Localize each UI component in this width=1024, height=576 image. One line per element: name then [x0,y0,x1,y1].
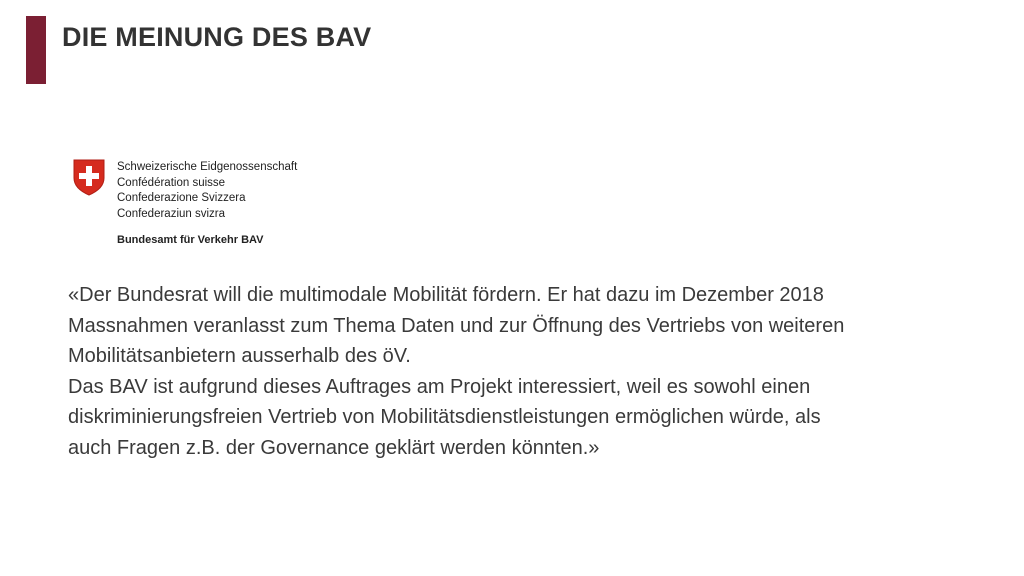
quote-line: diskriminierungsfreien Vertrieb von Mobilitätsdienstleistungen ermöglichen würde, als [68,406,821,428]
quote-line: Das BAV ist aufgrund dieses Auftrages am Projekt interessiert, weil es sowohl einen [68,375,811,398]
quote-line: auch Fragen z.B. der Governance geklärt werden könnten.» [68,436,600,459]
logo-line: Confederazione Svizzera [117,192,246,204]
quote-line: Massnahmen veranlasst zum Thema Daten und zur Öffnung des Vertriebs von weiteren [68,314,845,337]
slide-title: DIE MEINUNG DES BAV [62,22,372,52]
swiss-cross-shield-icon [72,158,106,196]
logo-line: Confédération suisse [117,176,226,189]
quote-text [68,280,988,463]
quote-line: «Der Bundesrat will die multimodale Mobilität fördern. Er hat dazu im Dezember 2018 [68,284,824,306]
quote-line: Mobilitätsanbietern ausserhalb des öV. [68,345,411,367]
logo-office-name: Bundesamt für Verkehr BAV [117,234,264,246]
logo-text-block [117,160,297,222]
logo-line: Confederaziun svizra [117,207,226,220]
swiss-federal-logo [72,156,332,256]
logo-line: Schweizerische Eidgenossenschaft [117,161,298,173]
title-accent-bar [26,16,46,84]
